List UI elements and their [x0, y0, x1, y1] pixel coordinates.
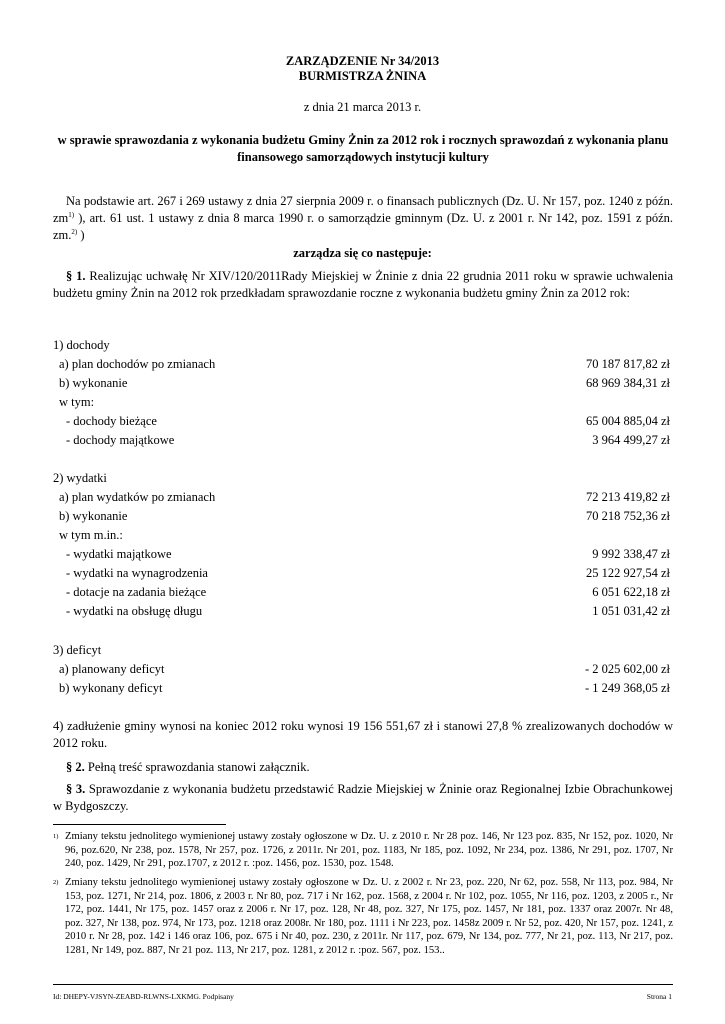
footnote-divider [53, 824, 226, 825]
expenses-row: - dotacje na zadania bieżące 6 051 622,18 zł [66, 585, 670, 599]
income-row: w tym: [59, 395, 95, 409]
document-subject: w sprawie sprawozdania z wykonania budżetu Gminy Żnin za 2012 rok i rocznych sprawozdań z wykonania planu finansowego samorządowych instytucji kultury [57, 133, 669, 164]
expenses-row: a) plan wydatków po zmianach 72 213 419,82 zł [59, 490, 670, 504]
deficit-row: b) wykonany deficyt - 1 249 368,05 zł [59, 681, 670, 695]
deficit-row: a) planowany deficyt - 2 025 602,00 zł [59, 662, 670, 676]
footnote-2: 2) Zmiany tekstu jednolitego wymienionej ustawy zostały ogłoszone w Dz. U. z 2002 r. Nr 23, poz. 220, Nr 62, poz. 558, Nr 113, poz. 984, Nr 153, poz. 1271, Nr 214, poz. 1806, z 2003 r. Nr 80, poz. 717 i Nr 162, poz. 1568, z 2004 r. Nr 102, poz. 1055, Nr 116, poz. 1203, z 2005 r., Nr 172, poz. 1441, Nr 175, poz. 1457 oraz z 2006 r. Nr 17, poz. 128, Nr 48, poz. 327, Nr 175, poz. 1457, Nr 181, poz. 1337 oraz 2007r. Nr 48, poz. 327, Nr 138, poz. 974, Nr 173, poz. 1218 oraz 2008r. Nr 180, poz. 1111 i Nr 223, poz. 1458z 2009 r. Nr 52, poz. 420, Nr 157, poz. 1241, z 2010 r. Nr 28, poz. 142 i 146 oraz 106, poz. 675 i Nr 40, poz. 230, z 2011r. Nr 117, poz. 679, Nr 134, poz. 777, Nr 21, poz. 113, Nr 217, poz. 1281, Nr 149, poz. 887, Nr 21 poz. 113, Nr 217, poz. 1281, z 2012 r. :poz. 567, poz. 153.. [53, 877, 673, 956]
income-heading: 1) dochody [53, 338, 110, 352]
document-id: Id: DHEPY-VJSYN-ZEABD-RLWNS-LXKMG. Podpisany [53, 992, 234, 1001]
paragraph-2: § 2. Pełną treść sprawozdania stanowi załącznik. [66, 760, 310, 774]
income-row: - dochody bieżące 65 004 885,04 zł [66, 414, 670, 428]
page-number: Strona 1 [646, 992, 672, 1001]
expenses-row: - wydatki na obsługę długu 1 051 031,42 zł [66, 604, 670, 618]
document-date: z dnia 21 marca 2013 r. [303, 100, 422, 114]
footer-divider [53, 984, 673, 985]
debt-paragraph: 4) zadłużenie gminy wynosi na koniec 2012 roku wynosi 19 156 551,67 zł i stanowi 27,8 % zrealizowanych dochodów w 2012 roku. [53, 719, 673, 750]
expenses-row: - wydatki majątkowe 9 992 338,47 zł [66, 547, 670, 561]
footnote-1: 1) Zmiany tekstu jednolitego wymienionej ustawy zostały ogłoszone w Dz. U. z 2010 r. Nr 28 poz. 146, Nr 123 poz. 835, Nr 152, poz. 1020, Nr 96, poz.620, Nr 238, poz. 1578, Nr 257, poz. 1726, z 2011r. Nr 201, poz. 1183, Nr 185, poz. 1092, Nr 234, poz. 1386, Nr 291, poz. 1707, Nr 240, poz. 1429, Nr 291, poz.1707, z 2012 r. :poz. 1456, poz. 1530, poz. 1548. [53, 831, 673, 870]
expenses-row: b) wykonanie 70 218 752,36 zł [59, 509, 670, 523]
paragraph-3: § 3. Sprawozdanie z wykonania budżetu przedstawić Radzie Miejskiej w Żninie oraz Regionalnej Izbie Obrachunkowej w Bydgoszczy. [53, 782, 674, 813]
income-row: a) plan dochodów po zmianach 70 187 817,82 zł [59, 357, 670, 371]
expenses-row: - wydatki na wynagrodzenia 25 122 927,54 zł [66, 566, 670, 580]
legal-basis-paragraph: Na podstawie art. 267 i 269 ustawy z dnia 27 sierpnia 2009 r. o finansach publicznych (Dz. U. Nr 157, poz. 1240 z późn. $zm^{1)}$ ), art. 61 ust. 1 ustawy z dnia 8 marca 1990 r. o samorządzie gminnym (Dz. U. z 2001 r. Nr 142, poz. 1591 z późn. zm.$^{2)}$ ) [53, 194, 673, 242]
deficit-heading: 3) deficyt [53, 643, 102, 657]
income-row: b) wykonanie 68 969 384,31 zł [59, 376, 670, 390]
expenses-row: w tym m.in.: [59, 528, 123, 542]
paragraph-1: § 1. Realizując uchwałę Nr XIV/120/2011Rady Miejskiej w Żninie z dnia 22 grudnia 2011 roku w sprawie uchwalenia budżetu gminy Żnin na 2012 rok przedkładam sprawozdanie roczne z wykonania budżetu gminy Żnin za 2012 rok: [53, 269, 673, 300]
document-issuer: BURMISTRZA ŻNINA [298, 69, 427, 83]
expenses-heading: 2) wydatki [53, 471, 107, 485]
decree-heading: zarządza się co następuje: [293, 246, 432, 260]
income-row: - dochody majątkowe 3 964 499,27 zł [66, 433, 670, 447]
document-title: ZARZĄDZENIE Nr 34/2013 [285, 54, 440, 68]
